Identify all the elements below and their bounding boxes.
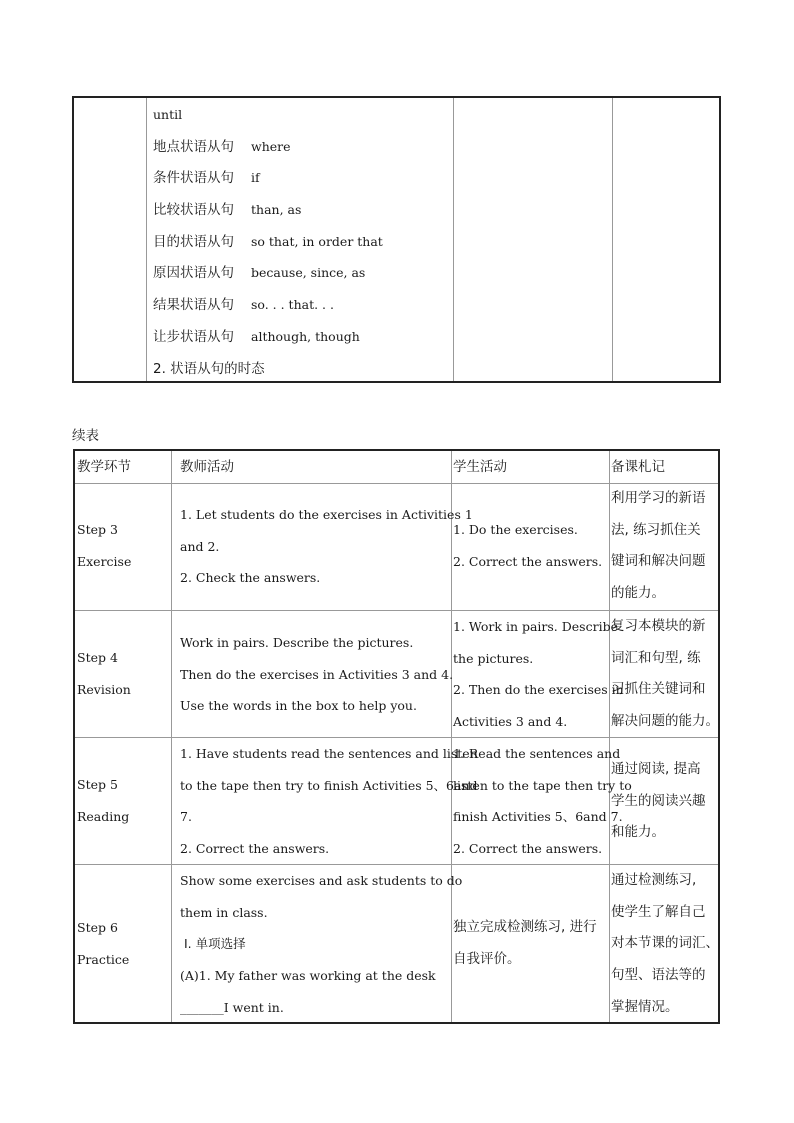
clause-type: 让步状语从句 (153, 329, 234, 345)
student-activity (453, 738, 632, 865)
clause-words: if (251, 170, 260, 185)
clause-type: 结果状语从句 (153, 297, 234, 313)
text-line: 解决问题的能力。 (611, 713, 719, 730)
text-line: 2. Correct the answers. (180, 841, 330, 857)
header-stage: 教学环节 (77, 459, 131, 475)
text-line: 对本节课的词汇、 (611, 935, 719, 952)
clause-line (153, 104, 182, 126)
column-divider (146, 98, 147, 381)
text-line: 2. Check the answers. (180, 570, 321, 586)
text-line: 复习本模块的新 (611, 618, 706, 634)
text-line: to the tape then try to finish Activities 5、6and (180, 777, 478, 793)
clause-type: 目的状语从句 (153, 234, 234, 250)
clause-line (153, 167, 260, 189)
column-divider (612, 98, 613, 381)
clause-words: so. . . that. . . (251, 297, 334, 312)
text-line: them in class. (180, 904, 268, 920)
step-cell (77, 514, 131, 577)
text-line: 使学生了解自己 (611, 903, 706, 920)
step-number: Step 5 (77, 777, 118, 792)
header-notes: 备课札记 (611, 459, 665, 475)
clause-words: because, since, as (251, 265, 366, 280)
clause-words: where (251, 139, 291, 154)
text-line: 句型、语法等的 (611, 967, 706, 984)
clause-type: 地点状语从句 (153, 139, 234, 155)
student-activity (453, 912, 597, 975)
text-line: 的能力。 (611, 585, 665, 602)
text-line: Show some exercises and ask students to do (180, 873, 463, 888)
text-line: 1. Work in pairs. Describe (453, 619, 618, 634)
text-line: 键词和解决问题 (611, 553, 706, 570)
step-name: Exercise (77, 553, 132, 569)
text-line: 词汇和句型, 练 (611, 649, 701, 666)
step-number: Step 6 (77, 920, 118, 935)
step-cell (77, 769, 129, 832)
text-line: 学生的阅读兴趣 (611, 792, 706, 809)
step-name: Practice (77, 951, 130, 967)
clause-line (153, 136, 291, 158)
clause-line (153, 358, 265, 380)
header-student: 学生活动 (453, 459, 507, 475)
clause-words: until (153, 107, 183, 122)
teacher-activity (180, 627, 453, 722)
student-activity (453, 611, 624, 738)
text-line: Use the words in the box to help you. (180, 698, 417, 714)
text-line: 掌握情况。 (611, 998, 679, 1015)
teacher-activity (180, 499, 473, 594)
text-line: 和能力。 (611, 824, 665, 841)
clause-words: although, though (251, 329, 360, 344)
clause-line (153, 262, 365, 284)
text-line: Then do the exercises in Activities 3 and 4. (180, 666, 454, 682)
clause-type: 原因状语从句 (153, 265, 234, 281)
text-line: 习抓住关键词和 (611, 681, 706, 698)
clause-line (153, 231, 383, 253)
lesson-notes (611, 865, 719, 1023)
text-line: 2. Then do the exercises in (453, 682, 624, 698)
step-number: Step 3 (77, 522, 118, 537)
text-line: Activities 3 and 4. (453, 714, 568, 730)
teacher-activity (180, 865, 462, 1023)
clause-type: 比较状语从句 (153, 202, 234, 218)
step-name: Revision (77, 681, 131, 697)
step-number: Step 4 (77, 650, 118, 665)
column-divider (453, 98, 454, 381)
text-line: and 2. (180, 538, 220, 554)
text-line: _______I went in. (180, 999, 284, 1015)
step-name: Reading (77, 808, 130, 824)
text-line: (A)1. My father was working at the desk (180, 968, 436, 984)
text-line: 7. (180, 809, 192, 825)
clause-type: 条件状语从句 (153, 170, 234, 186)
text-line: 2. Correct the answers. (453, 553, 603, 569)
table-caption: 续表 (72, 428, 99, 444)
lesson-notes (611, 611, 719, 738)
lesson-notes (611, 483, 706, 610)
clause-line (153, 326, 360, 348)
student-activity (453, 514, 602, 577)
text-line: 自我评价。 (453, 950, 521, 967)
clause-words: so that, in order that (251, 234, 383, 249)
header-teacher: 教师活动 (180, 459, 234, 475)
text-line: 独立完成检测练习, 进行 (453, 919, 597, 935)
lesson-table (73, 449, 720, 1024)
text-line: 利用学习的新语 (611, 490, 706, 506)
text-line: 1. Do the exercises. (453, 522, 578, 537)
teacher-activity (180, 738, 478, 865)
continued-table (72, 96, 721, 383)
text-line: 1. Read the sentences and (453, 746, 621, 761)
text-line: 通过阅读, 提高 (611, 761, 701, 777)
text-line: the pictures. (453, 650, 534, 666)
text-line: 法, 练习抓住关 (611, 521, 701, 538)
tense-heading: 2. 状语从句的时态 (153, 361, 265, 377)
clause-words: than, as (251, 202, 302, 217)
text-line: Ⅰ. 单项选择 (180, 936, 246, 952)
text-line: finish Activities 5、6and 7. (453, 809, 623, 825)
clause-line (153, 294, 334, 316)
text-line: 1. Have students read the sentences and listen (180, 746, 478, 761)
step-cell (77, 912, 129, 975)
step-cell (77, 642, 131, 705)
text-line: 通过检测练习, (611, 872, 697, 888)
clause-line (153, 199, 301, 221)
text-line: 1. Let students do the exercises in Activities 1 (180, 507, 473, 522)
text-line: listen to the tape then try to (453, 777, 632, 793)
text-line: Work in pairs. Describe the pictures. (180, 635, 414, 650)
text-line: 2. Correct the answers. (453, 841, 603, 857)
lesson-notes (611, 754, 706, 849)
